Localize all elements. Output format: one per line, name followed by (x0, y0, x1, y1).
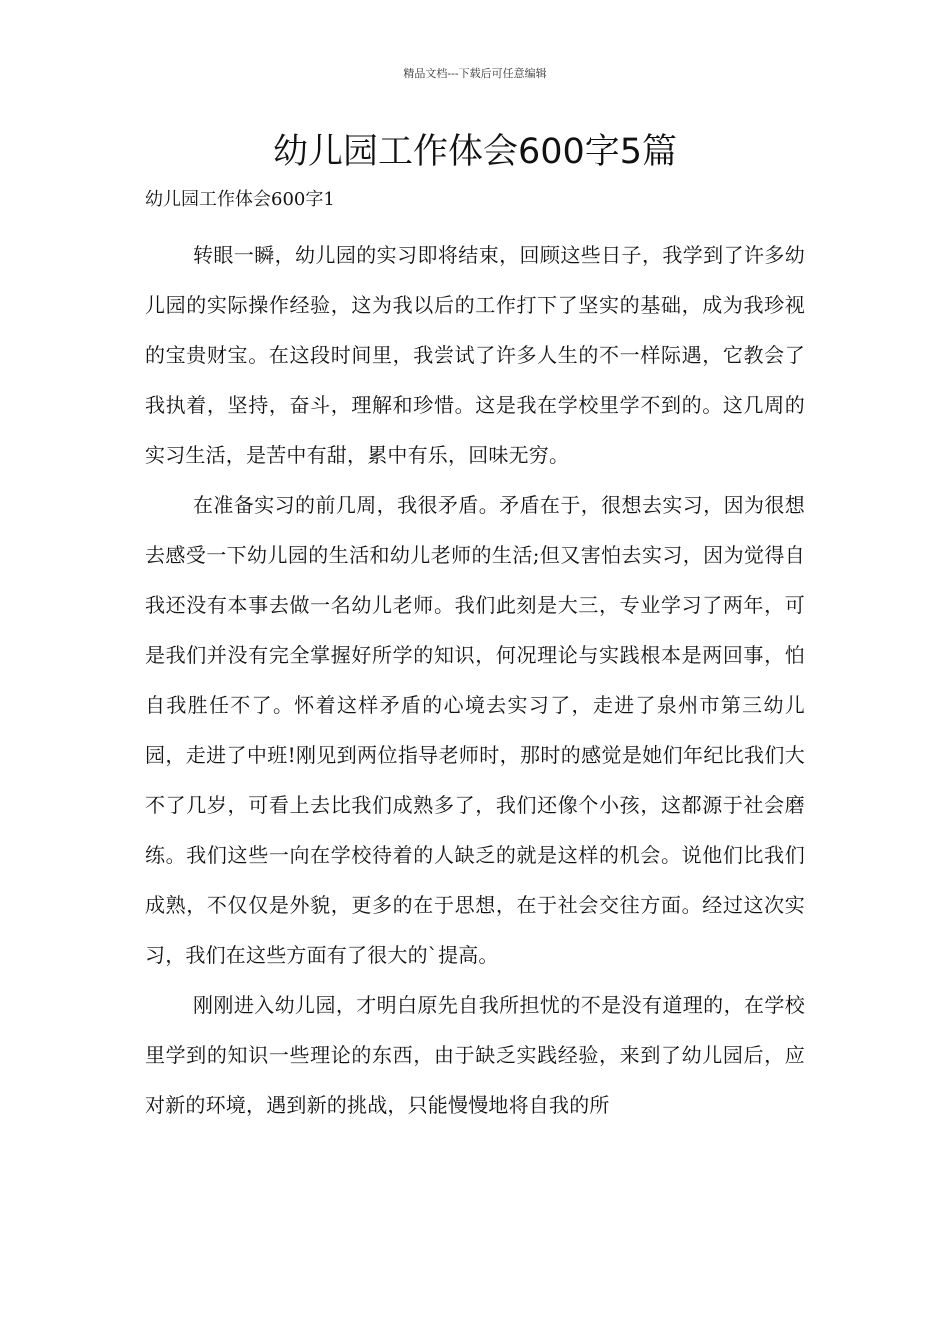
paragraph: 转眼一瞬，幼儿园的实习即将结束，回顾这些日子，我学到了许多幼儿园的实际操作经验，这为我以后的工作打下了坚实的基础，成为我珍视的宝贵财宝。在这段时间里，我尝试了许多人生的不一样际遇，它教会了我执着，坚持，奋斗，理解和珍惜。这是我在学校里学不到的。这几周的实习生活，是苦中有甜，累中有乐，回味无穷。 (145, 243, 805, 467)
paragraph: 在准备实习的前几周，我很矛盾。矛盾在于，很想去实习，因为很想去感受一下幼儿园的生活和幼儿老师的生活;但又害怕去实习，因为觉得自我还没有本事去做一名幼儿老师。我们此刻是大三，专业学习了两年，可是我们并没有完全掌握好所学的知识，何况理论与实践根本是两回事，怕自我胜任不了。怀着这样矛盾的心境去实习了，走进了泉州市第三幼儿园，走进了中班!刚见到两位指导老师时，那时的感觉是她们年纪比我们大不了几岁，可看上去比我们成熟多了，我们还像个小孩，这都源于社会磨练。我们这些一向在学校待着的人缺乏的就是这样的机会。说他们比我们成熟，不仅仅是外貌，更多的在于思想，在于社会交往方面。经过这次实习，我们在这些方面有了很大的`提高。 (145, 493, 805, 967)
document-body (145, 230, 805, 1130)
section-subtitle: 幼儿园工作体会600字1 (145, 189, 335, 210)
paragraph: 刚刚进入幼儿园，才明白原先自我所担忧的不是没有道理的，在学校里学到的知识一些理论的东西，由于缺乏实践经验，来到了幼儿园后，应对新的环境，遇到新的挑战，只能慢慢地将自我的所 (145, 993, 805, 1117)
document-title: 幼儿园工作体会600字5篇 (272, 132, 678, 172)
page-header: 精品文档---下载后可任意编辑 (403, 67, 547, 80)
